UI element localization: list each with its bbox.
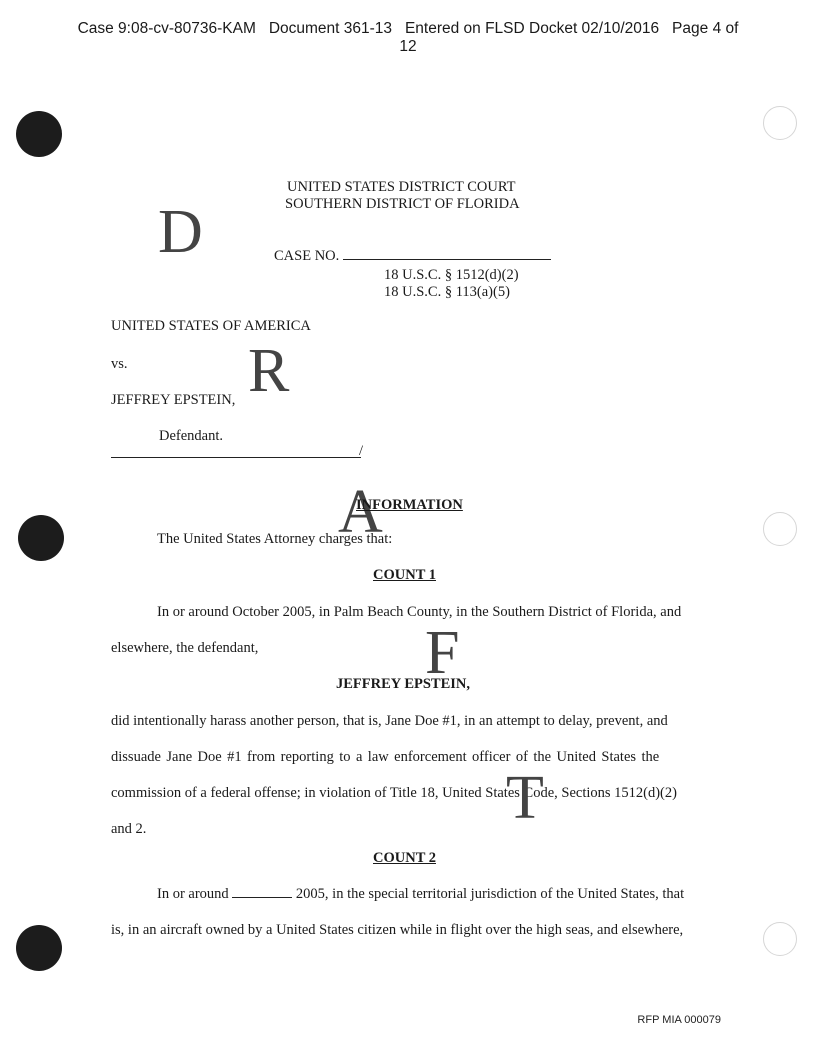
stamp-letter-r: R	[248, 337, 290, 405]
count-2-line-1-suffix: 2005, in the special territorial jurisdiction of the United States, that	[295, 886, 685, 902]
punch-hole-middle	[18, 515, 64, 561]
count-1-para-line-1: In or around October 2005, in Palm Beach County, in the Southern District of Florida, and	[157, 604, 682, 620]
plaintiff-name: UNITED STATES OF AMERICA	[111, 318, 311, 334]
information-title: INFORMATION	[356, 497, 463, 513]
bates-number: RFP MIA 000079	[637, 1014, 721, 1026]
punch-hole-bottom	[16, 925, 62, 971]
count-1-heading: COUNT 1	[373, 567, 436, 583]
court-name-line-1: UNITED STATES DISTRICT COURT	[287, 179, 516, 195]
count-1-body-line-4: and 2.	[111, 821, 147, 837]
case-number-blank	[343, 259, 551, 260]
caption-slash: /	[359, 443, 364, 459]
count-1-body-line-1: did intentionally harass another person, that is, Jane Doe #1, in an attempt to delay, prevent, and	[111, 713, 668, 729]
information-intro: The United States Attorney charges that:	[157, 531, 393, 547]
count-1-defendant: JEFFREY EPSTEIN,	[336, 676, 471, 692]
punch-hole-top	[16, 111, 62, 157]
count-2-date-blank	[232, 897, 292, 898]
court-name-line-2: SOUTHERN DISTRICT OF FLORIDA	[285, 196, 520, 212]
punch-ring-top	[763, 106, 797, 140]
statute-citation-2: 18 U.S.C. § 113(a)(5)	[384, 284, 510, 300]
defendant-label: Defendant.	[159, 428, 224, 444]
punch-ring-bottom	[763, 922, 797, 956]
stamp-letter-t: T	[506, 764, 544, 832]
count-2-line-1-prefix: In or around	[157, 886, 229, 902]
count-1-body-line-2: dissuade Jane Doe #1 from reporting to a law enforcement officer of the United States the	[111, 749, 660, 765]
count-1-body-line-3: commission of a federal offense; in violation of Title 18, United States Code, Sections 1512(d)(2)	[111, 785, 677, 801]
count-1-para-line-2: elsewhere, the defendant,	[111, 640, 259, 656]
statute-citation-1: 18 U.S.C. § 1512(d)(2)	[384, 267, 519, 283]
stamp-letter-f: F	[425, 619, 460, 687]
stamp-letter-a: A	[338, 478, 383, 546]
court-docket-header	[0, 20, 816, 56]
stamp-letter-d: D	[158, 198, 203, 266]
punch-ring-middle	[763, 512, 797, 546]
caption-rule	[111, 457, 361, 458]
docket-header-line-1: Case 9:08-cv-80736-KAM Document 361-13 Entered on FLSD Docket 02/10/2016 Page 4 of	[77, 20, 739, 37]
defendant-name: JEFFREY EPSTEIN,	[111, 392, 236, 408]
count-2-heading: COUNT 2	[373, 850, 436, 866]
versus-label: vs.	[111, 356, 128, 372]
case-number-row	[274, 248, 551, 265]
docket-header-line-2: 12	[399, 38, 417, 55]
case-number-label: CASE NO.	[274, 248, 340, 264]
count-2-line-1	[157, 886, 684, 903]
count-2-line-2: is, in an aircraft owned by a United States citizen while in flight over the high seas, and elsewhere,	[111, 922, 684, 938]
